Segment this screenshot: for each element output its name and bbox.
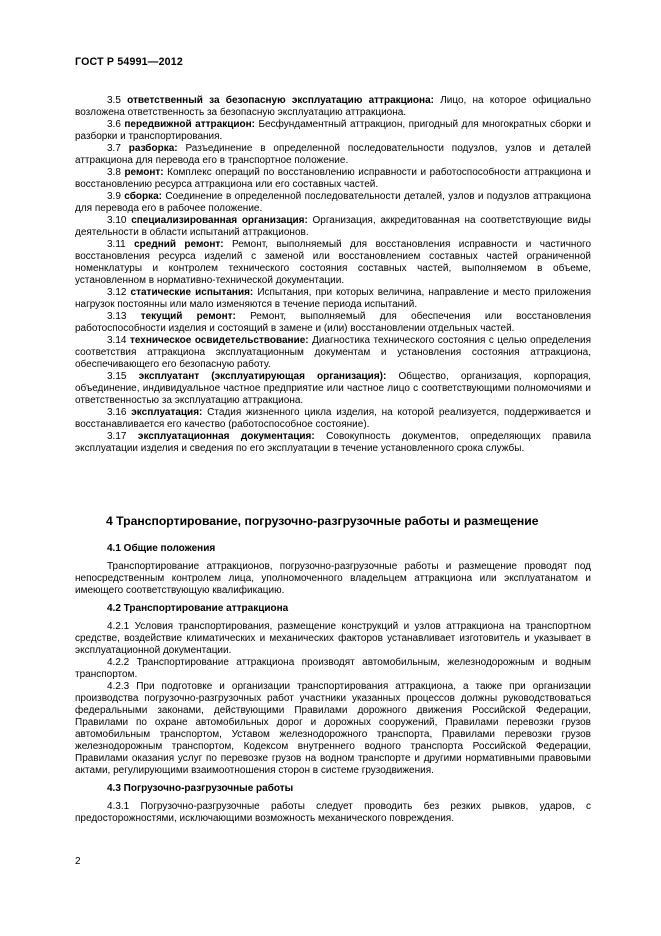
term-number: 3.8 bbox=[107, 167, 121, 178]
term-text: Стадия жизненного цикла изделия, на которой реализуется, поддерживается и восстанавливается его качество (работоспособное состояние). bbox=[75, 407, 591, 430]
term-title: передвижной аттракцион: bbox=[124, 119, 255, 130]
subsection-4-3-heading: 4.3 Погрузочно-разгрузочные работы bbox=[107, 783, 294, 794]
term-definition bbox=[75, 431, 591, 455]
term-text: Комплекс операций по восстановлению исправности и работоспособности аттракциона и восстановлению ресурса аттракциона или его составных частей. bbox=[75, 167, 592, 190]
term-definition bbox=[75, 95, 591, 119]
term-number: 3.11 bbox=[107, 239, 126, 250]
term-definition bbox=[75, 287, 591, 311]
term-definition bbox=[75, 143, 591, 167]
document-header: ГОСТ Р 54991—2012 bbox=[75, 56, 183, 68]
term-number: 3.14 bbox=[107, 335, 127, 346]
section-4-body bbox=[75, 543, 591, 825]
term-text: Диагностика технического состояния с целью определения соответствия аттракциона эксплуатационным документам и установления состояния аттракциона, обеспечивающего его безопасную работу. bbox=[75, 335, 591, 370]
term-number: 3.9 bbox=[107, 191, 121, 202]
terms-list bbox=[75, 95, 591, 455]
term-text: Бесфундаментный аттракцион, пригодный для многократных сборки и разборки и транспортирования. bbox=[75, 119, 591, 142]
term-title: ремонт: bbox=[124, 167, 164, 178]
paragraph-4-1: Транспортирование аттракционов, погрузочно-разгрузочные работы и размещение проводят под непосредственным контролем лица, уполномоченного владельцем аттракциона или эксплуатанатом и имеющего соответствующую квалификацию. bbox=[75, 561, 591, 596]
term-text: Общество, организация, корпорация, объединение, индивидуальное частное предприятие или частное лицо с соответствующими полномочиями и ответственностью за эксплуатацию аттракциона. bbox=[75, 371, 592, 406]
term-definition bbox=[75, 371, 591, 407]
term-title: сборка: bbox=[124, 191, 162, 202]
term-definition bbox=[75, 407, 591, 431]
term-number: 3.12 bbox=[107, 287, 127, 298]
subsection-4-2-heading: 4.2 Транспортирование аттракциона bbox=[107, 603, 289, 614]
term-title: разборка: bbox=[128, 143, 178, 154]
term-definition bbox=[75, 239, 591, 287]
term-number: 3.10 bbox=[107, 215, 127, 226]
term-number: 3.13 bbox=[107, 311, 127, 322]
term-number: 3.16 bbox=[107, 407, 127, 418]
term-definition bbox=[75, 215, 591, 239]
term-definition bbox=[75, 335, 591, 371]
term-number: 3.5 bbox=[107, 95, 121, 106]
term-number: 3.17 bbox=[107, 431, 127, 442]
term-title: эксплуатационная документация: bbox=[137, 431, 315, 442]
term-text: Совокупность документов, определяющих правила эксплуатации изделия и сведения по его эксплуатации в течение установленного срока службы. bbox=[75, 431, 592, 454]
term-definition bbox=[75, 311, 591, 335]
term-definition bbox=[75, 119, 591, 143]
term-title: специализированная организация: bbox=[131, 215, 308, 226]
page-number: 2 bbox=[75, 856, 81, 867]
term-text: Организация, аккредитованная на соответствующие виды деятельности в области испытаний аттракционов. bbox=[75, 215, 591, 238]
term-title: эксплуатант (эксплуатирующая организация): bbox=[138, 371, 387, 382]
term-definition bbox=[75, 191, 591, 215]
term-number: 3.6 bbox=[107, 119, 121, 130]
term-title: текущий ремонт: bbox=[140, 311, 236, 322]
term-text: Лицо, на которое официально возложена ответственность за безопасную эксплуатацию аттракциона. bbox=[75, 95, 591, 118]
term-title: статические испытания: bbox=[130, 287, 254, 298]
term-number: 3.15 bbox=[107, 371, 127, 382]
term-title: техническое освидетельствование: bbox=[129, 335, 309, 346]
term-definition bbox=[75, 167, 591, 191]
term-title: эксплуатация: bbox=[131, 407, 203, 418]
term-text: Ремонт, выполняемый для восстановления исправности и частичного восстановления ресурса изделий с заменой или восстановлением составных частей ограниченной номенклатуры и контролем технического состояния составных частей, выполняемом в объеме, установленном в нормативно-технической документации. bbox=[75, 239, 592, 286]
term-text: Разъединение в определенной последовательности подузлов, узлов и деталей аттракциона для перевода его в транспортное положение. bbox=[75, 143, 592, 166]
paragraph-4-3-1: 4.3.1 Погрузочно-разгрузочные работы следует проводить без резких рывков, ударов, с предосторожностями, исключающими возможность механического повреждения. bbox=[75, 801, 591, 824]
term-text: Соединение в определенной последовательности деталей, узлов и подузлов аттракциона для перевода его в рабочее положение. bbox=[75, 191, 591, 214]
paragraph-4-2-1: 4.2.1 Условия транспортирования, размещение конструкций и узлов аттракциона на транспортном средстве, воздействие климатических и механических факторов устанавливает изготовитель и указывает в эксплуатационной документации. bbox=[75, 621, 591, 656]
term-number: 3.7 bbox=[107, 143, 121, 154]
paragraph-4-2-3: 4.2.3 При подготовке и организации транспортирования аттракциона, а также при организации производства погрузочно-разгрузочных работ участники указанных процессов должны руководствоваться федеральными законами, действующими Правилами дорожного движения Российской Федерации, Правилами по охране автомобильных дорог и дорожных сооружений, Правилами перевозки грузов автомобильным транспортом, Уставом железнодорожного транспорта, Правилами перевозки грузов железнодорожным транспортом, Кодексом внутреннего водного транспорта Российской Федерации, Правилами оказания услуг по перевозке грузов на водном транспорте и другими нормативными правовыми актами, регулирующими взаимоотношения сторон в системе грузодвижения. bbox=[75, 681, 591, 776]
section-4-heading: 4 Транспортирование, погрузочно-разгрузочные работы и размещение bbox=[106, 514, 539, 528]
term-title: ответственный за безопасную эксплуатацию аттракциона: bbox=[127, 95, 434, 106]
term-text: Ремонт, выполняемый для обеспечения или восстановления работоспособности изделия и состоящий в замене и (или) восстановлении отдельных частей. bbox=[75, 311, 592, 334]
paragraph-4-2-2: 4.2.2 Транспортирование аттракциона производят автомобильным, железнодорожным и водным транспортом. bbox=[75, 657, 591, 680]
subsection-4-1-heading: 4.1 Общие положения bbox=[107, 543, 216, 554]
term-title: средний ремонт: bbox=[134, 239, 224, 250]
term-text: Испытания, при которых величина, направление и место приложения нагрузок постоянны или мало изменяются в течение периода испытаний. bbox=[75, 287, 592, 310]
